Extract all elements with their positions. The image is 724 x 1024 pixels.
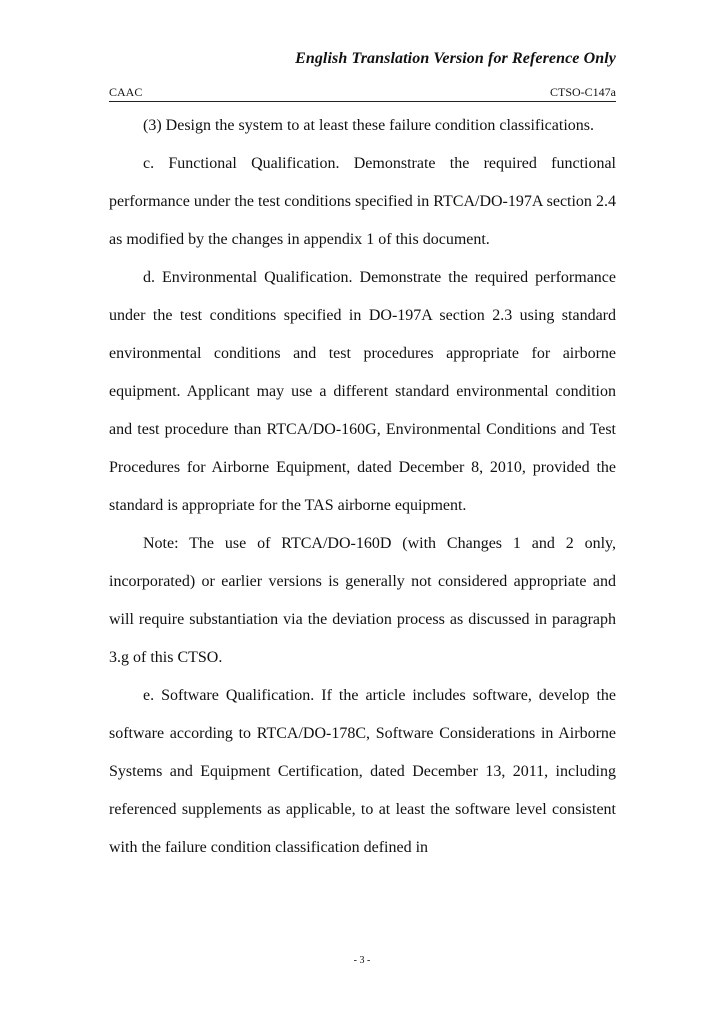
paragraph-software-qualification: e. Software Qualification. If the article includes software, develop the software according to RTCA/DO-178C, Software Considerations in Airborne Systems and Equipment Certification, dated December 13, 2011, including referenced supplements as applicable, to at least the software level consistent with the failure condition classification defined in <box>109 687 616 856</box>
page-header <box>109 84 616 102</box>
page-number: - 3 - <box>353 955 371 966</box>
header-document-id: CTSO-C147a <box>550 85 616 99</box>
paragraph-failure-condition: (3) Design the system to at least these failure condition classifications. <box>143 117 594 134</box>
header-organization: CAAC <box>109 85 143 99</box>
paragraph-functional-qualification: c. Functional Qualification. Demonstrate the required functional performance under the test conditions specified in RTCA/DO-197A section 2.4 as modified by the changes in appendix 1 of this document. <box>109 155 616 248</box>
paragraph-note: Note: The use of RTCA/DO-160D (with Changes 1 and 2 only, incorporated) or earlier versions is generally not considered appropriate and will require substantiation via the deviation process as discussed in paragraph 3.g of this CTSO. <box>109 535 616 666</box>
paragraph-environmental-qualification: d. Environmental Qualification. Demonstrate the required performance under the test conditions specified in DO-197A section 2.3 using standard environmental conditions and test procedures appropriate for airborne equipment. Applicant may use a different standard environmental condition and test procedure than RTCA/DO-160G, Environmental Conditions and Test Procedures for Airborne Equipment, dated December 8, 2010, provided the standard is appropriate for the TAS airborne equipment. <box>109 269 616 514</box>
translation-banner: English Translation Version for Reference Only <box>295 50 616 67</box>
body-text <box>109 107 616 867</box>
